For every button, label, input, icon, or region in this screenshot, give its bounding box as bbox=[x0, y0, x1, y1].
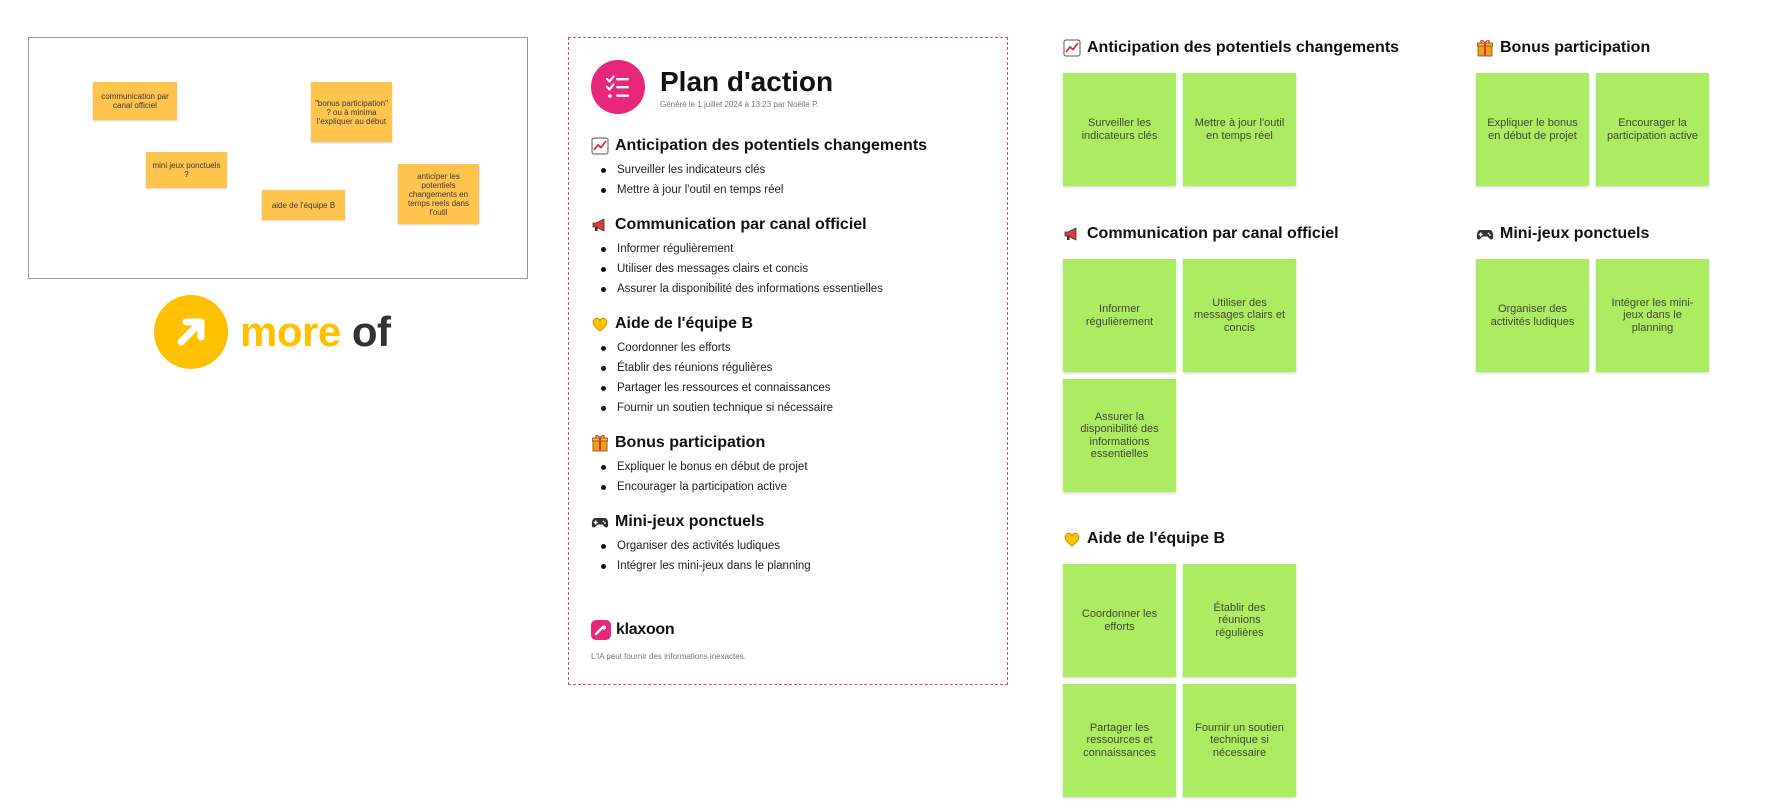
sticky-group-anticipation[interactable] bbox=[1063, 37, 1453, 187]
green-sticky-note[interactable]: Mettre à jour l'outil en temps réel bbox=[1183, 73, 1296, 186]
list-item: Mettre à jour l'outil en temps réel bbox=[591, 181, 991, 201]
yellow-heart-icon bbox=[591, 315, 609, 333]
yellow-sticky-note[interactable]: "bonus participation" ? ou à minima l'expliquer au début bbox=[311, 82, 392, 142]
yellow-sticky-note[interactable]: aide de l'équipe B bbox=[262, 190, 345, 220]
plan-section bbox=[591, 510, 991, 577]
yellow-sticky-note[interactable]: communication par canal officiel bbox=[93, 82, 177, 120]
green-sticky-note[interactable]: Établir des réunions régulières bbox=[1183, 564, 1296, 677]
sticky-group-aide-equipe-b[interactable] bbox=[1063, 528, 1453, 798]
list-item: Établir des réunions régulières bbox=[591, 359, 991, 379]
checklist-icon bbox=[591, 60, 645, 114]
green-sticky-note[interactable]: Utiliser des messages clairs et concis bbox=[1183, 259, 1296, 372]
more-of-label bbox=[154, 295, 414, 369]
group-title: Aide de l'équipe B bbox=[1087, 530, 1226, 547]
group-title: Communication par canal officiel bbox=[1087, 225, 1339, 242]
group-title: Anticipation des potentiels changements bbox=[1087, 39, 1400, 56]
more-text: more bbox=[240, 308, 341, 355]
generated-info: Généré le 1 juillet 2024 à 13:23 par Noëlle P. bbox=[660, 100, 819, 109]
list-item: Intégrer les mini-jeux dans le planning bbox=[591, 557, 991, 577]
yellow-sticky-note[interactable]: anticiper les potentiels changements en temps reels dans l'outil bbox=[398, 164, 479, 224]
green-sticky-note[interactable]: Expliquer le bonus en début de projet bbox=[1476, 73, 1589, 186]
game-controller-icon bbox=[1476, 225, 1494, 243]
list-item: Assurer la disponibilité des informations essentielles bbox=[591, 280, 991, 300]
section-title: Bonus participation bbox=[615, 434, 766, 451]
green-sticky-note[interactable]: Informer régulièrement bbox=[1063, 259, 1176, 372]
plan-section bbox=[591, 134, 991, 201]
green-sticky-note[interactable]: Surveiller les indicateurs clés bbox=[1063, 73, 1176, 186]
green-sticky-note[interactable]: Intégrer les mini-jeux dans le planning bbox=[1596, 259, 1709, 372]
green-sticky-note[interactable]: Partager les ressources et connaissances bbox=[1063, 684, 1176, 797]
megaphone-icon bbox=[1063, 225, 1081, 243]
page-title: Plan d'action bbox=[660, 66, 834, 97]
sticky-group-bonus[interactable] bbox=[1476, 37, 1736, 187]
gift-icon bbox=[591, 434, 609, 452]
sticky-group-mini-jeux[interactable] bbox=[1476, 223, 1736, 373]
list-item: Expliquer le bonus en début de projet bbox=[591, 458, 991, 478]
section-title: Communication par canal officiel bbox=[615, 216, 867, 233]
list-item: Utiliser des messages clairs et concis bbox=[591, 260, 991, 280]
green-sticky-note[interactable]: Coordonner les efforts bbox=[1063, 564, 1176, 677]
green-sticky-note[interactable]: Organiser des activités ludiques bbox=[1476, 259, 1589, 372]
gift-icon bbox=[1476, 39, 1494, 57]
yellow-sticky-note[interactable]: mini jeux ponctuels ? bbox=[146, 152, 227, 188]
group-title: Mini-jeux ponctuels bbox=[1500, 225, 1650, 242]
source-board-frame[interactable] bbox=[28, 37, 528, 279]
game-controller-icon bbox=[591, 513, 609, 531]
plan-section bbox=[591, 431, 991, 498]
plan-section bbox=[591, 213, 991, 300]
arrow-up-right-icon bbox=[154, 295, 228, 369]
green-sticky-note[interactable]: Encourager la participation active bbox=[1596, 73, 1709, 186]
list-item: Informer régulièrement bbox=[591, 240, 991, 260]
list-item: Partager les ressources et connaissances bbox=[591, 379, 991, 399]
of-text: of bbox=[351, 308, 391, 355]
section-title: Anticipation des potentiels changements bbox=[615, 137, 928, 154]
klaxoon-wordmark: klaxoon bbox=[616, 621, 675, 638]
klaxoon-logo bbox=[591, 620, 674, 640]
megaphone-icon bbox=[591, 216, 609, 234]
ai-disclaimer: L'IA peut fournir des informations inexactes. bbox=[591, 652, 746, 661]
group-title: Bonus participation bbox=[1500, 39, 1651, 56]
sticky-group-communication[interactable] bbox=[1063, 223, 1453, 493]
chart-increasing-icon bbox=[1063, 39, 1081, 57]
plan-action-card[interactable] bbox=[568, 37, 1008, 685]
klaxoon-mark-icon bbox=[591, 620, 611, 640]
plan-section bbox=[591, 312, 991, 419]
list-item: Surveiller les indicateurs clés bbox=[591, 161, 991, 181]
chart-increasing-icon bbox=[591, 137, 609, 155]
section-title: Aide de l'équipe B bbox=[615, 315, 754, 332]
green-sticky-note[interactable]: Assurer la disponibilité des informations essentielles bbox=[1063, 379, 1176, 492]
list-item: Coordonner les efforts bbox=[591, 339, 991, 359]
list-item: Encourager la participation active bbox=[591, 478, 991, 498]
section-title: Mini-jeux ponctuels bbox=[615, 513, 765, 530]
list-item: Fournir un soutien technique si nécessaire bbox=[591, 399, 991, 419]
yellow-heart-icon bbox=[1063, 530, 1081, 548]
list-item: Organiser des activités ludiques bbox=[591, 537, 991, 557]
green-sticky-note[interactable]: Fournir un soutien technique si nécessaire bbox=[1183, 684, 1296, 797]
